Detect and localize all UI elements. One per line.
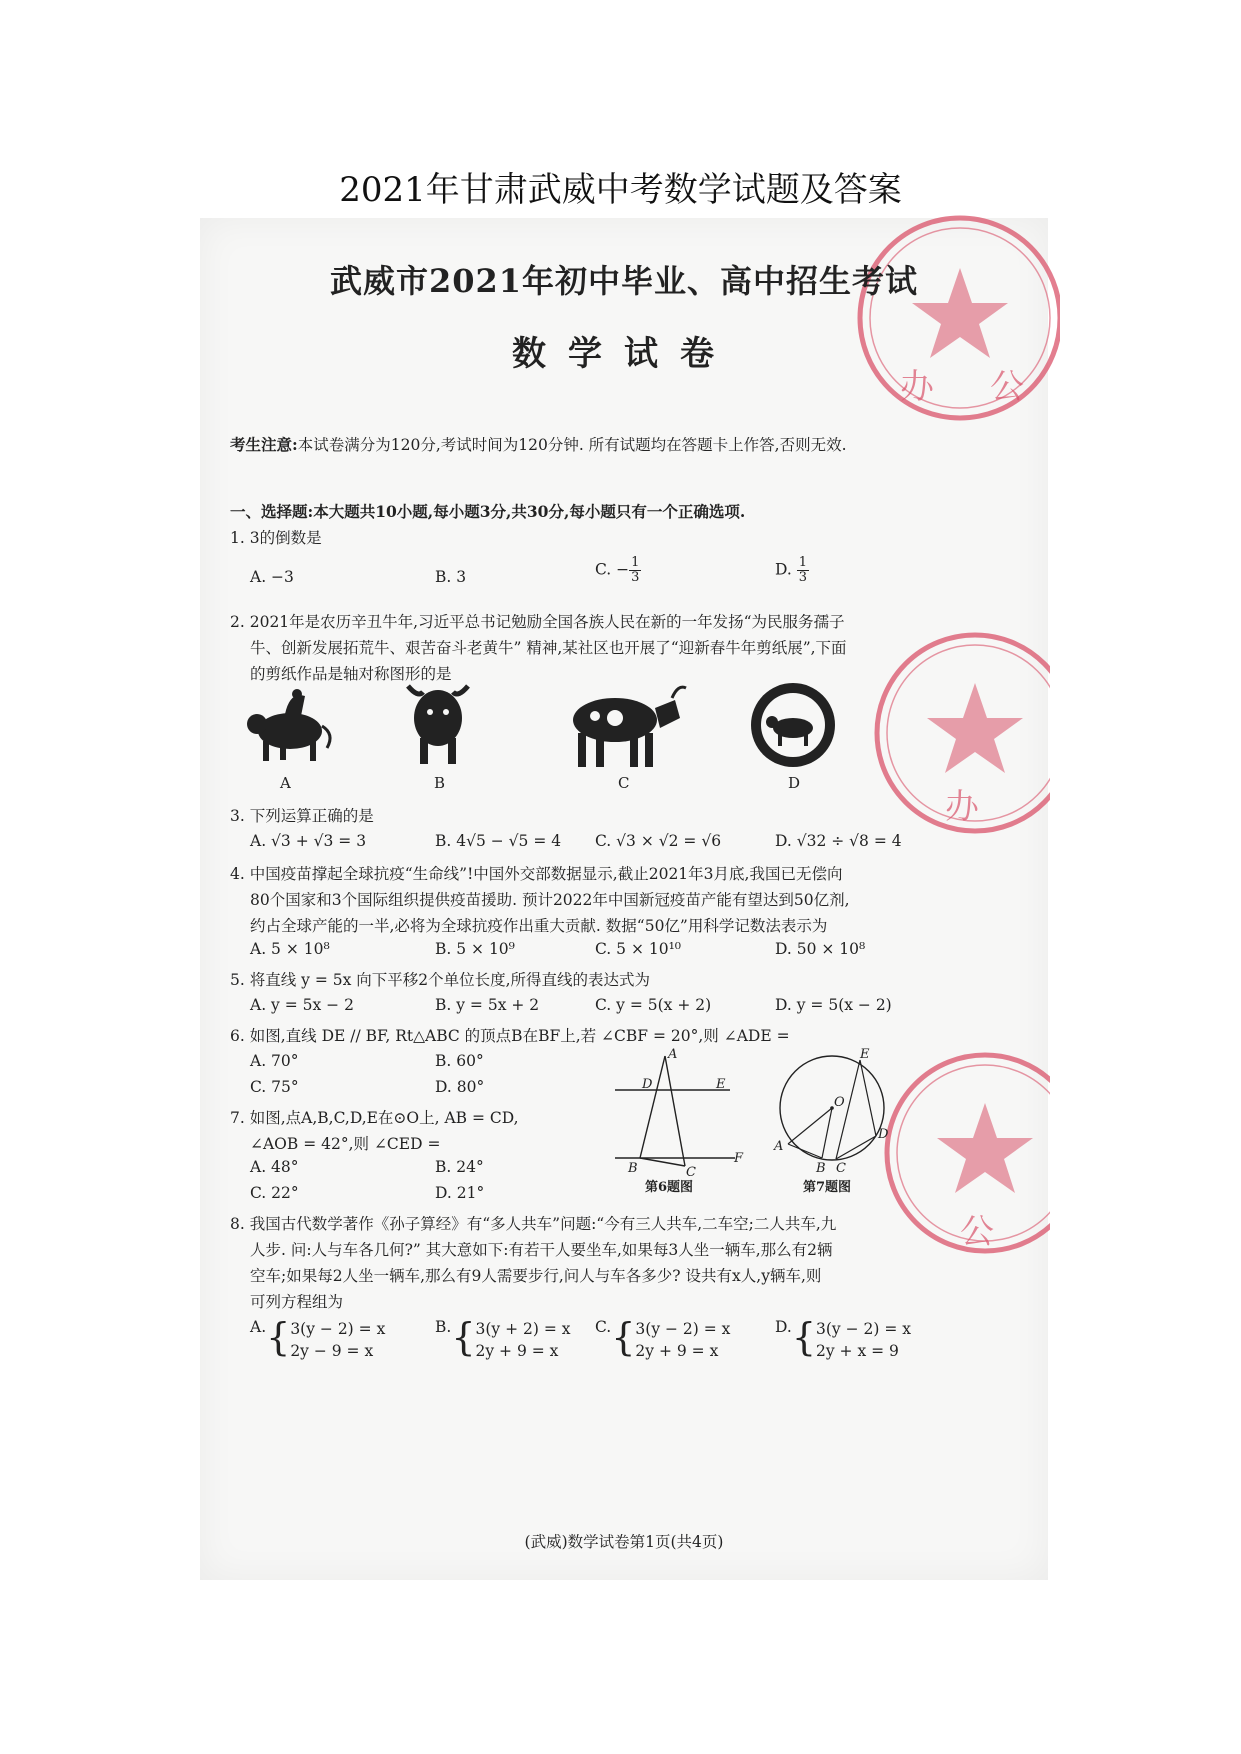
q7-line-1: 7. 如图,点A,B,C,D,E在⊙O上, AB = CD, <box>230 1109 519 1127</box>
q8-option-c-label: C. <box>595 1318 612 1336</box>
svg-text:办: 办 <box>945 787 979 827</box>
q7-figure <box>770 1038 900 1178</box>
q1-c-denominator: 3 <box>631 570 640 585</box>
q1-option-d <box>775 556 809 585</box>
q8-option-d: D.{3(y − 2) = x 2y + x = 9 <box>775 1315 911 1360</box>
q7-point-e: E <box>860 1047 870 1062</box>
q7-option-d: D. 21° <box>435 1184 485 1202</box>
q5-stem: 5. 将直线 y = 5x 向下平移2个单位长度,所得直线的表达式为 <box>230 971 651 989</box>
page-footer: (武威)数学试卷第1页(共4页) <box>524 1533 724 1551</box>
q1-option-d-fraction <box>797 556 809 585</box>
q8-a-eq2: 2y − 9 = x <box>290 1342 374 1360</box>
official-seal-middle <box>850 618 1050 848</box>
q7-point-a: A <box>774 1139 784 1154</box>
q3-stem: 3. 下列运算正确的是 <box>230 807 374 825</box>
q8-line-4: 可列方程组为 <box>250 1293 344 1311</box>
q6-figure-caption: 第6题图 <box>645 1180 694 1195</box>
q7-option-b: B. 24° <box>435 1158 484 1176</box>
q8-line-2: 人步. 问:人与车各几何?” 其大意如下:有若干人要坐车,如果每3人坐一辆车,那么有2辆 <box>250 1241 833 1259</box>
q8-option-a: A.{3(y − 2) = x 2y − 9 = x <box>250 1315 386 1360</box>
notice-label: 考生注意: <box>230 435 298 454</box>
q3-option-b: B. 4√5 − √5 = 4 <box>435 832 562 850</box>
q2-line-3: 的剪纸作品是轴对称图形的是 <box>250 665 452 683</box>
q5-option-c: C. y = 5(x + 2) <box>595 996 712 1014</box>
q7-option-a: A. 48° <box>250 1158 299 1176</box>
q8-b-eq2: 2y + 9 = x <box>475 1342 559 1360</box>
q6-figure <box>610 1048 750 1178</box>
exam-page-scan <box>200 218 1048 1580</box>
q7-point-c: C <box>836 1161 846 1176</box>
q1-option-d-prefix: D. <box>775 560 797 579</box>
q6-stem: 6. 如图,直线 DE // BF, Rt△ABC 的顶点B在BF上,若 ∠CBF = 20°,则 ∠ADE = <box>230 1027 790 1045</box>
q2-label-d: D <box>788 774 801 792</box>
q4-option-d: D. 50 × 10⁸ <box>775 940 866 958</box>
q8-c-eq1: 3(y − 2) = x <box>635 1320 731 1338</box>
q8-option-d-label: D. <box>775 1318 792 1336</box>
q2-line-2: 牛、创新发展拓荒牛、艰苦奋斗老黄牛” 精神,某社区也开展了“迎新春牛年剪纸展”,下面 <box>250 639 847 657</box>
notice-text: 本试卷满分为120分,考试时间为120分钟. 所有试题均在答题卡上作答,否则无效. <box>297 436 847 454</box>
q8-option-b-label: B. <box>435 1318 452 1336</box>
q4-option-a: A. 5 × 10⁸ <box>250 940 330 958</box>
q3-option-c: C. √3 × √2 = √6 <box>595 832 722 850</box>
q7-line-2: ∠AOB = 42°,则 ∠CED = <box>250 1135 441 1153</box>
q5-option-d: D. y = 5(x − 2) <box>775 996 892 1014</box>
q7-point-b: B <box>816 1161 826 1176</box>
q4-option-c: C. 5 × 10¹⁰ <box>595 940 682 958</box>
q3-option-a: A. √3 + √3 = 3 <box>250 832 367 850</box>
q8-d-eq2: 2y + x = 9 <box>816 1342 899 1360</box>
q1-option-c-fraction <box>629 556 641 585</box>
q1-c-numerator: 1 <box>631 555 640 570</box>
q6-point-d: D <box>642 1077 653 1092</box>
q6-option-b: B. 60° <box>435 1052 484 1070</box>
q2-label-b: B <box>434 774 446 792</box>
q1-option-b: B. 3 <box>435 568 467 586</box>
section-1-heading: 一、选择题:本大题共10小题,每小题3分,共30分,每小题只有一个正确选项. <box>230 502 746 521</box>
q1-d-denominator: 3 <box>798 570 808 585</box>
document-title: 2021年甘肃武威中考数学试题及答案 <box>339 170 902 210</box>
q6-option-d: D. 80° <box>435 1078 485 1096</box>
q8-d-eq1: 3(y − 2) = x <box>816 1320 911 1338</box>
exam-subject: 数学试卷 <box>512 334 736 374</box>
q8-line-1: 8. 我国古代数学著作《孙子算经》有“多人共车”问题:“今有三人共车,二车空;二人共车,九 <box>230 1215 837 1233</box>
q5-option-b: B. y = 5x + 2 <box>435 996 540 1014</box>
q8-option-c: C.{3(y − 2) = x 2y + 9 = x <box>595 1315 731 1360</box>
q6-option-a: A. 70° <box>250 1052 299 1070</box>
q5-option-a: A. y = 5x − 2 <box>250 996 354 1014</box>
q8-a-eq1: 3(y − 2) = x <box>290 1320 386 1338</box>
q1-d-numerator: 1 <box>798 555 808 570</box>
q8-line-3: 空车;如果每2人坐一辆车,那么有9人需要步行,问人与车各多少? 设共有x人,y辆车,则 <box>250 1267 822 1285</box>
q4-line-1: 4. 中国疫苗撑起全球抗疫“生命线”!中国外交部数据显示,截止2021年3月底,我国已无偿向 <box>230 865 843 883</box>
q6-point-f: F <box>734 1151 744 1166</box>
q8-b-eq1: 3(y + 2) = x <box>475 1320 571 1338</box>
paper-cut-ox-d-image <box>748 680 838 770</box>
q4-option-b: B. 5 × 10⁹ <box>435 940 515 958</box>
q1-option-c-prefix: C. − <box>595 560 630 579</box>
q4-line-2: 80个国家和3个国际组织提供疫苗援助. 预计2022年中国新冠疫苗产能有望达到50亿剂, <box>250 891 850 909</box>
candidate-notice <box>230 433 847 455</box>
q6-option-c: C. 75° <box>250 1078 299 1096</box>
q7-figure-caption: 第7题图 <box>803 1180 852 1195</box>
q7-option-c: C. 22° <box>250 1184 299 1202</box>
q2-label-c: C <box>618 774 630 792</box>
q8-c-eq2: 2y + 9 = x <box>635 1342 719 1360</box>
q7-point-o: O <box>834 1095 845 1110</box>
q1-stem: 1. 3的倒数是 <box>230 529 322 547</box>
svg-text:公: 公 <box>990 367 1024 407</box>
q6-point-a: A <box>668 1048 678 1062</box>
official-seal-top <box>840 208 1060 438</box>
q8-option-b: B.{3(y + 2) = x 2y + 9 = x <box>435 1315 571 1360</box>
q1-option-a: A. −3 <box>250 568 294 586</box>
q2-label-a: A <box>280 774 291 792</box>
q6-point-c: C <box>686 1165 696 1178</box>
q2-line-1: 2. 2021年是农历辛丑牛年,习近平总书记勉励全国各族人民在新的一年发扬“为民服务孺子 <box>230 613 845 631</box>
q1-option-c <box>595 556 641 585</box>
svg-text:公: 公 <box>960 1212 994 1252</box>
q6-point-b: B <box>628 1161 638 1176</box>
exam-title: 武威市2021年初中毕业、高中招生考试 <box>329 262 919 300</box>
q6-point-e: E <box>716 1077 726 1092</box>
q3-option-d: D. √32 ÷ √8 = 4 <box>775 832 902 850</box>
paper-cut-ox-c-image <box>560 678 690 773</box>
paper-cut-ox-a-image <box>235 686 345 766</box>
svg-text:办: 办 <box>900 367 934 407</box>
q7-point-d: D <box>878 1127 889 1142</box>
q4-line-3: 约占全球产能的一半,必将为全球抗疫作出重大贡献. 数据“50亿”用科学记数法表示为 <box>250 917 828 935</box>
q8-option-a-label: A. <box>250 1318 267 1336</box>
paper-cut-ox-b-image <box>398 678 478 768</box>
